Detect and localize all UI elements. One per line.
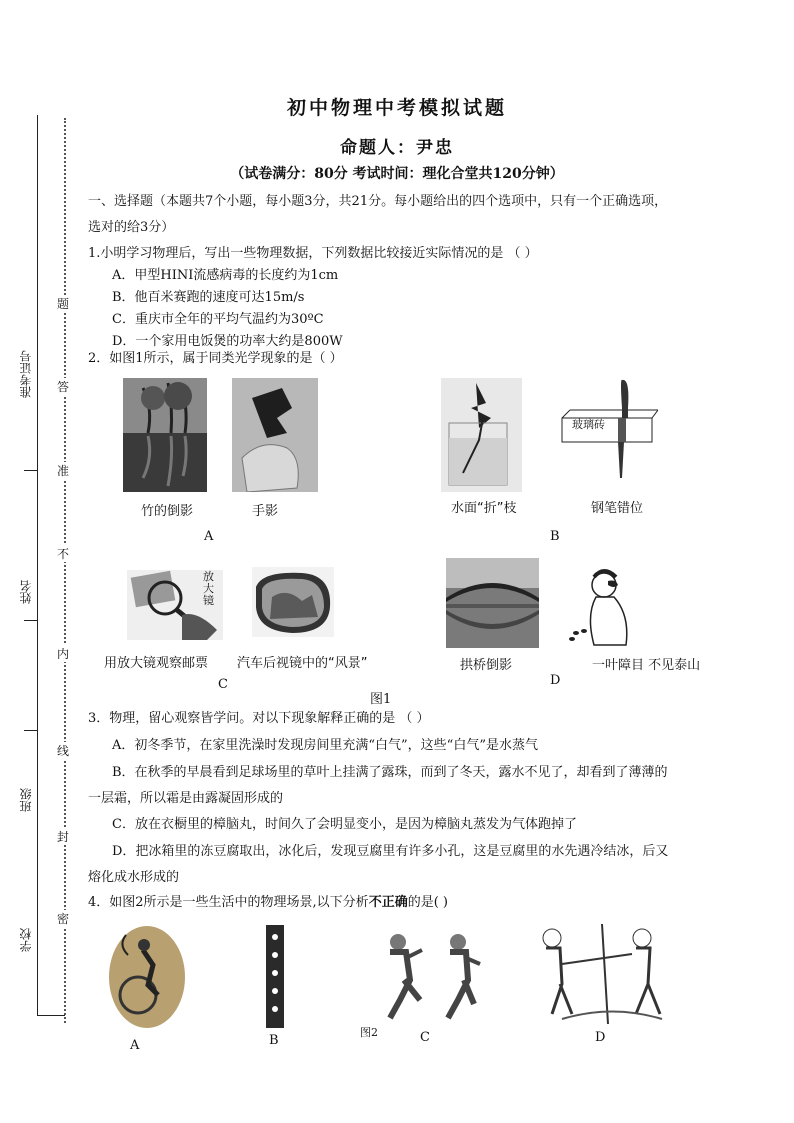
field-line [24, 620, 38, 621]
section-heading-cont: 选对的给3分） [88, 220, 175, 235]
question-1-option-c: C．重庆市全年的平均气温约为30ºC [112, 312, 324, 327]
seal-char: 准 [57, 464, 70, 478]
field-line [24, 730, 38, 731]
admission-number-field: 准考证号 [19, 350, 33, 398]
question-3-option-d: D．把冰箱里的冻豆腐取出，冰化后，发现豆腐里有许多小孔，这是豆腐里的水先遇冷结冰，后又 [112, 844, 669, 859]
figure-2-label: 图2 [360, 1026, 378, 1039]
strobe-ball-photo [266, 925, 284, 1028]
q4-label-c: C [420, 1030, 430, 1045]
question-1-option-d: D．一个家用电饭煲的功率大约是800W [112, 334, 343, 349]
group-label-a: A [204, 529, 214, 544]
margin-line-outer [37, 115, 38, 1015]
arch-bridge-photo [446, 558, 539, 648]
caption-hand-shadow: 手影 [252, 504, 279, 519]
seal-char: 封 [57, 830, 70, 844]
group-label-c: C [218, 677, 228, 692]
question-3-stem: 3．物理，留心观察皆学问。对以下现象解释正确的是 （ ） [88, 711, 430, 726]
seal-char: 线 [57, 744, 70, 758]
caption-leaf-eye: 一叶障目 不见泰山 [592, 658, 701, 673]
question-2-stem: 2．如图1所示，属于同类光学现象的是（ ） [88, 351, 343, 366]
seal-char: 答 [57, 380, 70, 394]
magnifier-label: 放大镜 [203, 570, 214, 607]
caption-pen-offset: 钢笔错位 [591, 501, 644, 516]
seal-char: 内 [57, 647, 70, 661]
figure-1-label: 图1 [370, 692, 392, 707]
question-4-stem: 4．如图2所示是一些生活中的物理场景,以下分析不正确的是( ) [88, 895, 448, 910]
question-1-stem: 1.小明学习物理后，写出一些物理数据，下列数据比较接近实际情况的是 （ ） [88, 246, 538, 261]
caption-magnifier: 用放大镜观察邮票 [104, 656, 209, 671]
q4-label-b: B [269, 1033, 279, 1048]
caption-rearview-mirror: 汽车后视镜中的“风景” [237, 656, 368, 671]
exam-info: （试卷满分：80分 考试时间：理化合堂共120分钟） [230, 166, 564, 182]
q4-label-d: D [595, 1030, 606, 1045]
group-label-d: D [550, 673, 561, 688]
page-title: 初中物理中考模拟试题 [286, 97, 507, 119]
rearview-mirror-photo [252, 567, 334, 637]
group-label-b: B [550, 529, 560, 544]
class-field: 班级 [19, 788, 33, 812]
question-3-option-d-cont: 熔化成水形成的 [88, 870, 180, 885]
question-3-option-a: A．初冬季节，在家里洗澡时发现房间里充满“白气”，这些“白气”是水蒸气 [112, 738, 538, 753]
seal-char: 题 [57, 297, 70, 311]
skaters-sketch [370, 930, 482, 1025]
question-1-option-b: B．他百米赛跑的速度可达15m/s [112, 290, 305, 305]
glass-brick-label: 玻璃砖 [572, 418, 605, 431]
seal-char: 不 [57, 547, 70, 561]
caption-bent-branch: 水面“折”枝 [451, 501, 517, 516]
caption-bamboo-reflection: 竹的倒影 [141, 504, 194, 519]
bent-branch-photo [441, 378, 522, 492]
bamboo-reflection-photo [123, 378, 207, 492]
hand-shadow-photo [232, 378, 318, 492]
question-1-option-a: A．甲型HINI流感病毒的长度约为1cm [112, 268, 339, 283]
question-3-option-c: C．放在衣橱里的樟脑丸，时间久了会明显变小，是因为樟脑丸蒸发为气体跑掉了 [112, 817, 577, 832]
question-3-option-b: B．在秋季的早晨看到足球场里的草叶上挂满了露珠，而到了冬天，露水不见了，却看到了薄薄的 [112, 765, 668, 780]
leaf-blocking-eye-sketch [566, 565, 648, 649]
field-line [24, 470, 38, 471]
school-field: 学校 [19, 928, 33, 952]
seal-line [64, 118, 66, 1023]
wheelchair-athlete-photo [108, 925, 186, 1030]
seal-char: 密 [57, 912, 70, 926]
caption-arch-bridge: 拱桥倒影 [460, 658, 513, 673]
emphasis-not-correct: 不正确 [368, 895, 408, 910]
question-3-option-b-cont: 一层霜，所以霜是由露凝固形成的 [88, 791, 284, 806]
name-field: 姓名 [19, 580, 33, 604]
workers-sketch [532, 924, 670, 1026]
section-heading: 一、选择题（本题共7个小题，每小题3分，共21分。每小题给出的四个选项中，只有一个正确选项， [88, 194, 668, 209]
author-line: 命题人：尹忠 [340, 138, 454, 158]
q4-label-a: A [130, 1038, 140, 1053]
margin-line-bottom [37, 1015, 65, 1016]
